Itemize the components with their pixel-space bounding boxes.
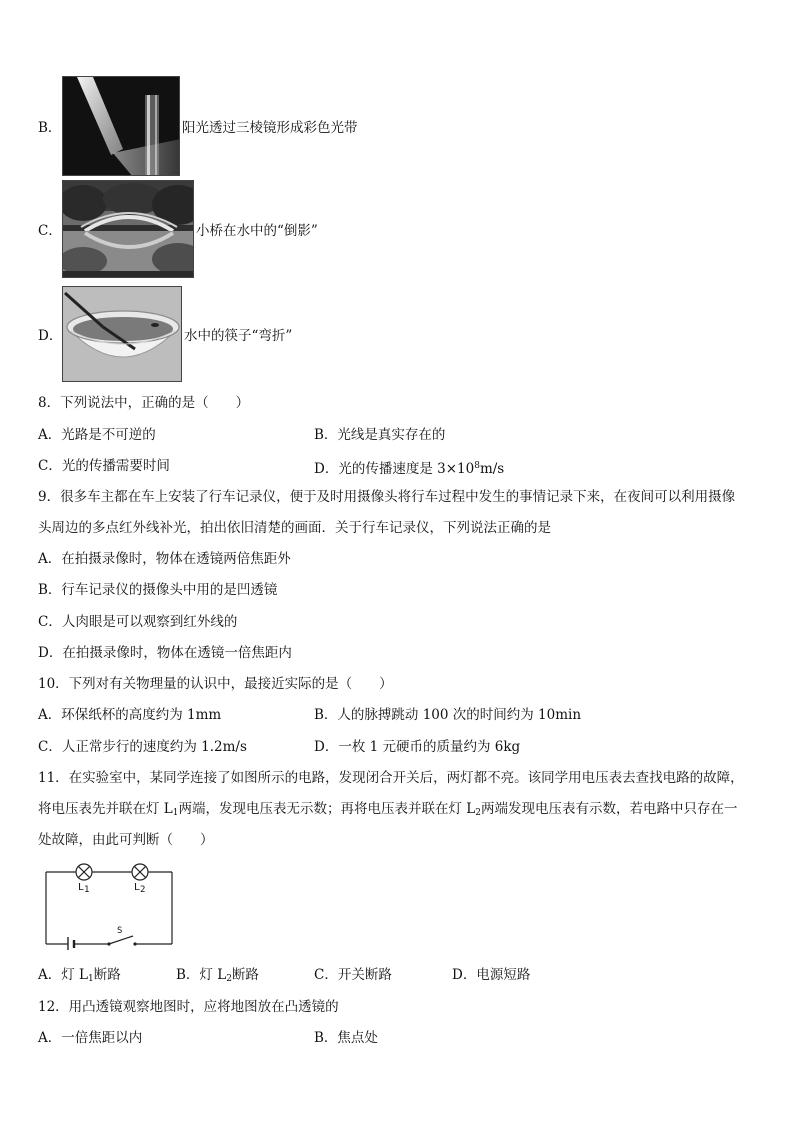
q8-option-d-exponent: 8 [474,461,480,471]
q11-option-a-sub: 1 [88,974,94,984]
lamp-l1-label [78,882,89,895]
switch-label: S [117,926,123,936]
q8-stem: 8．下列说法中，正确的是（ ） [38,395,250,411]
lamp-l1-sub: 1 [84,885,90,895]
q12-stem: 12．用凸透镜观察地图时，应将地图放在凸透镜的 [38,999,339,1015]
lamp-l2-label [134,882,145,895]
lamp-l1-letter: L [78,882,85,893]
q10-stem: 10．下列对有关物理量的认识中，最接近实际的是（ ） [38,676,393,692]
q8-option-a[interactable]: A．光路是不可逆的 [38,427,156,443]
switch-icon [109,936,133,944]
q8-option-b[interactable]: B．光线是真实存在的 [314,427,446,443]
lamp-l2-sub: 2 [140,885,146,895]
option-letter: C． [38,223,62,239]
q11-option-a[interactable] [38,965,121,989]
q11-stem-line1: 11．在实验室中，某同学连接了如图所示的电路，发现闭合开关后，两灯都不亮。该同学用电压表去查找电路的故障， [38,770,744,786]
q9-option-b[interactable]: B．行车记录仪的摄像头中用的是凹透镜 [38,582,278,598]
q11-stem-part-a: 将电压表先并联在灯 L [38,801,173,817]
circuit-diagram [38,858,178,950]
q12-option-a[interactable]: A．一倍焦距以内 [38,1030,143,1046]
q11-stem-part-b: 两端，发现电压表无示数；再将电压表并联在灯 L [178,801,476,817]
q10-option-a[interactable]: A．环保纸杯的高度约为 1mm [38,707,222,723]
chopsticks-bowl-photo [62,286,182,382]
q11-stem-sub2: 2 [475,808,481,818]
q11-stem-sub1: 1 [172,808,179,818]
q7-option-b[interactable] [38,76,358,176]
option-text: 小桥在水中的“倒影” [196,223,318,239]
q9-option-c[interactable]: C．人肉眼是可以观察到红外线的 [38,614,238,630]
option-letter: B． [38,120,62,136]
q9-stem-line1: 9．很多车主都在车上安装了行车记录仪，便于及时用摄像头将行车过程中发生的事情记录下来，在夜间可以利用摄像 [38,489,736,505]
q8-option-d[interactable] [314,456,504,479]
bridge-reflection-photo [62,180,194,278]
q8-option-d-text: D．光的传播速度是 3×10 [314,461,475,477]
q11-option-b-text: B．灯 L [176,967,227,983]
q10-option-b[interactable]: B．人的脉搏跳动 100 次的时间约为 10min [314,707,582,723]
q7-option-d[interactable] [38,286,292,382]
q8-option-c[interactable]: C．光的传播需要时间 [38,458,170,474]
q11-option-a-post: 断路 [93,967,121,983]
option-text: 水中的筷子“弯折” [184,328,293,344]
q7-option-c[interactable] [38,180,318,278]
q11-option-b-post: 断路 [231,967,259,983]
q11-option-b[interactable] [176,965,259,989]
lamp-l2-letter: L [134,882,141,893]
q10-option-c[interactable]: C．人正常步行的速度约为 1.2m/s [38,739,247,755]
q10-option-d[interactable]: D．一枚 1 元硬币的质量约为 6kg [314,739,521,755]
q11-option-d[interactable]: D．电源短路 [452,967,531,983]
q11-stem-part-c: 两端发现电压表有示数，若电路中只存在一 [481,801,738,817]
q9-stem-line2: 头周边的多点红外线补光，拍出依旧清楚的画面．关于行车记录仪，下列说法正确的是 [38,520,551,536]
q11-stem-line2 [38,799,738,823]
option-text: 阳光透过三棱镜形成彩色光带 [182,120,358,136]
q8-option-d-unit: m/s [479,461,505,477]
q11-option-a-text: A．灯 L [38,967,89,983]
q12-option-b[interactable]: B．焦点处 [314,1030,378,1046]
q11-option-c[interactable]: C．开关断路 [314,967,392,983]
q11-option-b-sub: 2 [226,974,232,984]
q11-stem-line3: 处故障，由此可判断（ ） [38,832,214,848]
q9-option-a[interactable]: A．在拍摄录像时，物体在透镜两倍焦距外 [38,551,291,567]
option-letter: D． [38,328,63,344]
prism-photo [62,76,180,176]
q9-option-d[interactable]: D．在拍摄录像时，物体在透镜一倍焦距内 [38,645,292,661]
